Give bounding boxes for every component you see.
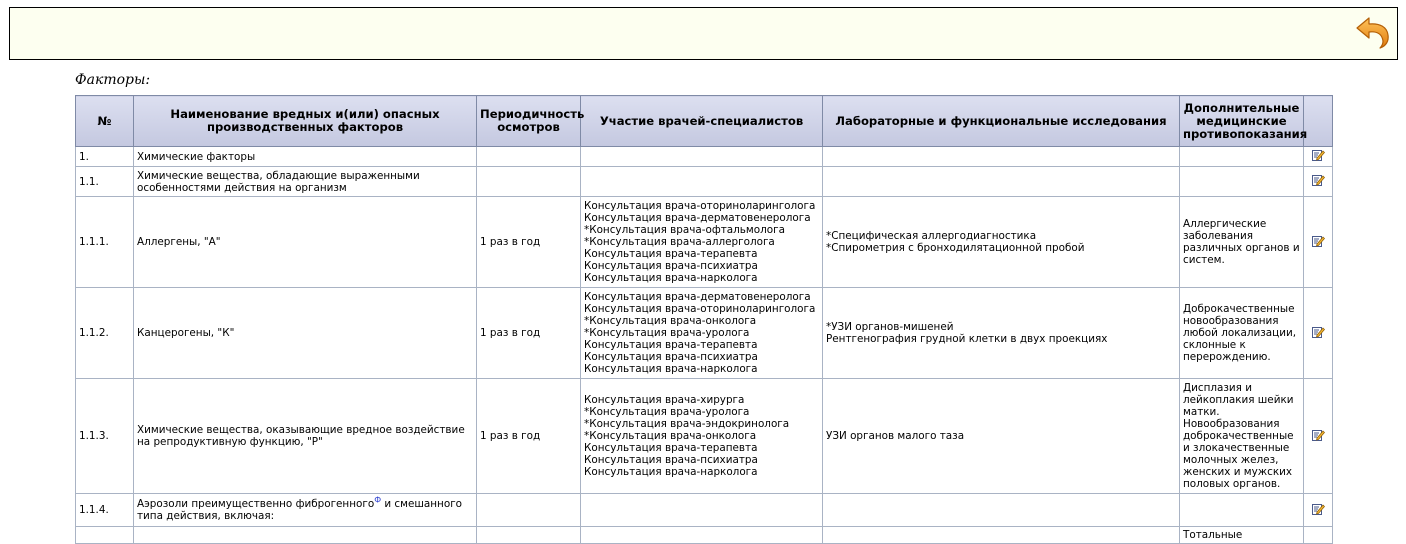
doctor-item: *Консультация врача-онколога bbox=[584, 430, 757, 442]
doctor-item: *Консультация врача-онколога bbox=[584, 315, 757, 327]
lab-test-item: *Спирометрия с бронходилятационной пробой bbox=[826, 242, 1085, 254]
doctor-item: Консультация врача-дерматовенеролога bbox=[584, 212, 811, 224]
doctor-item: Консультация врача-терапевта bbox=[584, 248, 758, 260]
edit-cell bbox=[1304, 197, 1333, 288]
lab-test-item: Рентгенография грудной клетки в двух проекциях bbox=[826, 333, 1108, 345]
table-row bbox=[76, 527, 1333, 544]
periodicity: 1 раз в год bbox=[477, 379, 581, 494]
lab-tests-list bbox=[823, 147, 1180, 167]
edit-cell bbox=[1304, 147, 1333, 167]
factor-name: Химические факторы bbox=[134, 147, 477, 167]
doctors-list bbox=[581, 288, 823, 379]
edit-cell bbox=[1304, 527, 1333, 544]
column-header-lab-tests: Лабораторные и функциональные исследования bbox=[823, 96, 1180, 147]
doctors-list bbox=[581, 494, 823, 527]
factor-name bbox=[134, 494, 477, 527]
lab-tests-list bbox=[823, 167, 1180, 197]
contraindications: Тотальные bbox=[1180, 527, 1304, 544]
doctors-list bbox=[581, 167, 823, 197]
edit-cell bbox=[1304, 288, 1333, 379]
lab-tests-list bbox=[823, 288, 1180, 379]
column-header-periodicity: Периодичность осмотров bbox=[477, 96, 581, 147]
column-header-contraindications: Дополнительные медицинские противопоказания bbox=[1180, 96, 1304, 147]
section-title: Факторы: bbox=[75, 72, 151, 88]
doctors-list bbox=[581, 527, 823, 544]
table-row bbox=[76, 167, 1333, 197]
edit-icon[interactable] bbox=[1312, 174, 1325, 186]
doctor-item: *Консультация врача-аллерголога bbox=[584, 236, 775, 248]
lab-tests-list bbox=[823, 494, 1180, 527]
doctor-item: Консультация врача-нарколога bbox=[584, 272, 758, 284]
doctors-list bbox=[581, 147, 823, 167]
undo-arrow-icon bbox=[1355, 16, 1391, 50]
column-header-actions bbox=[1304, 96, 1333, 147]
table-row bbox=[76, 494, 1333, 527]
row-number: 1.1. bbox=[76, 167, 134, 197]
edit-icon[interactable] bbox=[1312, 149, 1325, 161]
table-row bbox=[76, 379, 1333, 494]
table-row bbox=[76, 147, 1333, 167]
doctor-item: *Консультация врача-уролога bbox=[584, 406, 750, 418]
edit-icon[interactable] bbox=[1312, 503, 1325, 515]
periodicity: 1 раз в год bbox=[477, 197, 581, 288]
doctor-item: Консультация врача-хирурга bbox=[584, 394, 745, 406]
lab-tests-list bbox=[823, 379, 1180, 494]
table-body bbox=[76, 147, 1333, 544]
table-header-row bbox=[76, 96, 1333, 147]
doctor-item: *Консультация врача-эндокринолога bbox=[584, 418, 790, 430]
row-number: 1. bbox=[76, 147, 134, 167]
contraindications: Аллергические заболевания различных органов и систем. bbox=[1180, 197, 1304, 288]
factor-name bbox=[134, 527, 477, 544]
row-number: 1.1.2. bbox=[76, 288, 134, 379]
periodicity: 1 раз в год bbox=[477, 288, 581, 379]
doctor-item: Консультация врача-психиатра bbox=[584, 454, 758, 466]
row-number: 1.1.1. bbox=[76, 197, 134, 288]
doctor-item: Консультация врача-нарколога bbox=[584, 466, 758, 478]
doctors-list bbox=[581, 197, 823, 288]
doctor-item: Консультация врача-дерматовенеролога bbox=[584, 291, 811, 303]
doctor-item: Консультация врача-терапевта bbox=[584, 442, 758, 454]
factor-footnote-link[interactable]: Ф bbox=[374, 495, 382, 505]
factor-name: Химические вещества, обладающие выраженными особенностями действия на организм bbox=[134, 167, 477, 197]
contraindications bbox=[1180, 494, 1304, 527]
back-button[interactable] bbox=[1355, 16, 1391, 50]
column-header-number: № bbox=[76, 96, 134, 147]
edit-cell bbox=[1304, 167, 1333, 197]
doctor-item: *Консультация врача-уролога bbox=[584, 327, 750, 339]
doctor-item: Консультация врача-нарколога bbox=[584, 363, 758, 375]
edit-cell bbox=[1304, 379, 1333, 494]
edit-icon[interactable] bbox=[1312, 235, 1325, 247]
column-header-doctors: Участие врачей-специалистов bbox=[581, 96, 823, 147]
edit-icon[interactable] bbox=[1312, 429, 1325, 441]
row-number: 1.1.3. bbox=[76, 379, 134, 494]
edit-cell bbox=[1304, 494, 1333, 527]
periodicity bbox=[477, 167, 581, 197]
contraindications bbox=[1180, 147, 1304, 167]
lab-tests-list bbox=[823, 527, 1180, 544]
lab-tests-list bbox=[823, 197, 1180, 288]
periodicity bbox=[477, 527, 581, 544]
column-header-factor-name: Наименование вредных и(или) опасных производственных факторов bbox=[134, 96, 477, 147]
factor-name: Аллергены, "А" bbox=[134, 197, 477, 288]
contraindications: Дисплазия и лейкоплакия шейки матки. Новообразования доброкачественные и злокачественные молочных желез, женских и мужских половых органов. bbox=[1180, 379, 1304, 494]
top-toolbar bbox=[9, 7, 1398, 60]
edit-icon[interactable] bbox=[1312, 326, 1325, 338]
table-row bbox=[76, 288, 1333, 379]
row-number: 1.1.4. bbox=[76, 494, 134, 527]
table-row bbox=[76, 197, 1333, 288]
lab-test-item: УЗИ органов малого таза bbox=[826, 430, 965, 442]
contraindications bbox=[1180, 167, 1304, 197]
doctor-item: Консультация врача-оториноларинголога bbox=[584, 303, 816, 315]
factors-table bbox=[75, 95, 1333, 544]
factor-name-text: и смешанного типа действия, включая: bbox=[137, 498, 463, 522]
factor-name-text: Аэрозоли преимущественно фиброгенного bbox=[137, 498, 375, 510]
factor-name: Канцерогены, "К" bbox=[134, 288, 477, 379]
contraindications: Доброкачественные новообразования любой локализации, склонные к перерождению. bbox=[1180, 288, 1304, 379]
periodicity bbox=[477, 494, 581, 527]
row-number bbox=[76, 527, 134, 544]
doctor-item: *Консультация врача-офтальмолога bbox=[584, 224, 785, 236]
periodicity bbox=[477, 147, 581, 167]
doctors-list bbox=[581, 379, 823, 494]
doctor-item: Консультация врача-терапевта bbox=[584, 339, 758, 351]
doctor-item: Консультация врача-психиатра bbox=[584, 351, 758, 363]
factor-name: Химические вещества, оказывающие вредное воздействие на репродуктивную функцию, "Р" bbox=[134, 379, 477, 494]
lab-test-item: *Специфическая аллергодиагностика bbox=[826, 230, 1037, 242]
doctor-item: Консультация врача-оториноларинголога bbox=[584, 200, 816, 212]
doctor-item: Консультация врача-психиатра bbox=[584, 260, 758, 272]
lab-test-item: *УЗИ органов-мишеней bbox=[826, 321, 954, 333]
